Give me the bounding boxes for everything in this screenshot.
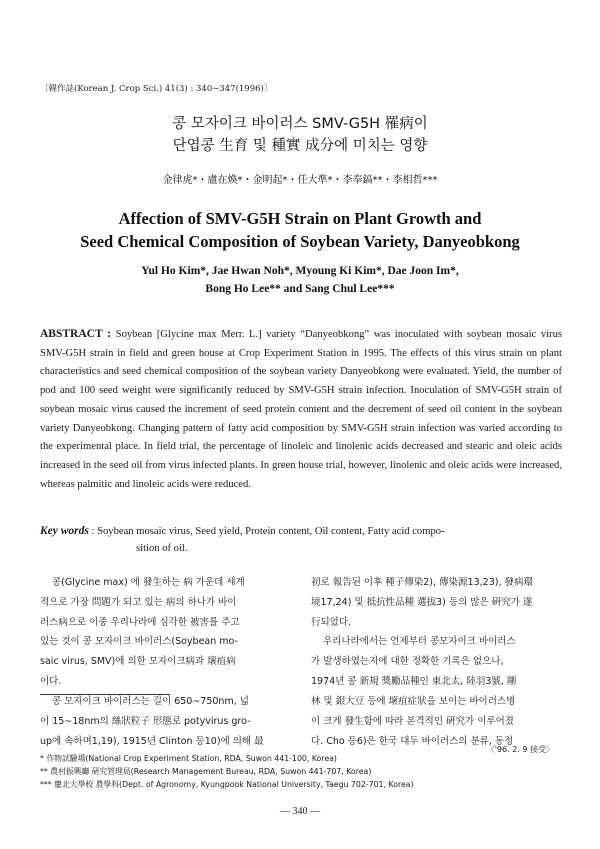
body-line: 行되었다. bbox=[311, 616, 352, 628]
footnotes bbox=[40, 752, 570, 792]
footnote-2: ** 農村振興廳 硏究管理局(Research Management Bureau, RDA, Suwon 441-707, Korea) bbox=[40, 767, 372, 777]
footnote-1: * 作物試驗場(National Crop Experiment Station, RDA, Suwon 441-100, Korea) bbox=[40, 754, 337, 763]
english-authors bbox=[0, 262, 600, 298]
body-line: 1974년 콩 新規 獎勵品種인 東北太, 陸羽3號, 剛 bbox=[311, 675, 517, 687]
korean-authors: 金律虎*・盧在煥*・金明起*・任大準*・李奉鎬**・李相哲*** bbox=[162, 175, 438, 186]
english-title-line-1: Affection of SMV-G5H Strain on Plant Growth and bbox=[118, 209, 482, 228]
korean-title-line-1: 콩 모자이크 바이러스 SMV-G5H 罹病이 bbox=[172, 116, 428, 132]
keywords-line-1: : Soybean mosaic virus, Seed yield, Protein content, Oil content, Fatty acid compo- bbox=[91, 526, 445, 537]
body-line: 우리나라에서는 언제부터 콩모자이크 바이러스 bbox=[323, 636, 516, 648]
body-line: 적으로 가장 問題가 되고 있는 病의 하나가 바이 bbox=[40, 596, 237, 608]
keywords-line-2: sition of oil. bbox=[136, 543, 188, 554]
body-line: 콩(Glycine max) 에 發生하는 病 가운데 세계 bbox=[52, 577, 245, 588]
body-line: 이 15∼18nm의 絲狀粒子 形態로 potyvirus gro- bbox=[40, 716, 251, 727]
body-left-column bbox=[40, 573, 278, 712]
page-number: ― 340 ― bbox=[280, 806, 320, 817]
english-authors-line-1: Yul Ho Kim*, Jae Hwan Noh*, Myoung Ki Kim*, Dae Joon Im*, bbox=[141, 265, 459, 277]
journal-reference: 〔韓作誌(Korean J. Crop Sci.) 41(3) : 340∼347(1996)〕 bbox=[40, 84, 273, 94]
body-line: 이다. bbox=[40, 675, 62, 687]
body-line: up에 속하며1,19), 1915년 Clinton 등10)에 의해 最 bbox=[40, 735, 264, 747]
english-authors-line-2: Bong Ho Lee** and Sang Chul Lee*** bbox=[205, 283, 395, 295]
korean-title bbox=[0, 113, 600, 157]
english-title-line-2: Seed Chemical Composition of Soybean Variety, Danyeobkong bbox=[80, 232, 520, 251]
body-line: saic virus, SMV)에 의한 모자이크病과 壞疽病 bbox=[40, 656, 236, 668]
body-line: 林 및 銀大豆 등에 壞疽症狀을 보이는 바이러스병 bbox=[311, 696, 516, 707]
body-line: 初로 報告된 이후 種子傳染2), 傳染源13,23), 發病環 bbox=[311, 577, 534, 588]
korean-title-line-2: 단엽콩 生育 및 種實 成分에 미치는 영향 bbox=[172, 138, 428, 154]
keywords-label: Key words bbox=[40, 525, 89, 537]
body-line: 이 크게 發生함에 따라 본격적인 硏究가 이루어졌 bbox=[311, 715, 514, 727]
body-line: 境17,24) 및 抵抗性品種 選拔3) 등의 많은 硏究가 遂 bbox=[311, 596, 533, 608]
english-title bbox=[0, 207, 600, 253]
abstract-text: Soybean [Glycine max Merr. L.] variety “Danyeobkong” was inoculated with soybean mosaic virus SMV-G5H strain in field and green house at Crop Experiment Station in 1995. The effects of this virus strain on plant characteristics and seed chemical composition of the soybean variety Danyeobkong were evaluated. Yield, the number of pod and 100 seed weight were significantly reduced by SMV-G5H strain infection. Inoculation of SMV-G5H strain of soybean mosaic virus caused the increment of seed protein content and the decrement of seed oil content in the soybean variety Danyeobkong. Changing pattern of fatty acid composition by SMV-G5H strain infection was varied according to the experimental place. In field trial, the percentage of linoleic and linolenic acids decreased and stearic and oleic acids increased in the seed oil from virus infected plants. In green house trial, however, linolenic and oleic acids were increased, whereas palmitic and linoleic acids were reduced. bbox=[40, 329, 563, 490]
body-line: 콩 모자이크 바이러스는 길이 650∼750nm, 넓 bbox=[52, 695, 249, 707]
body-line: 가 발생하였는지에 대한 정확한 기록은 없으나, bbox=[311, 656, 504, 668]
keywords bbox=[40, 523, 562, 557]
body-line: 다. Cho 등6)은 한국 대두 바이러스의 분류, 동정 bbox=[311, 735, 514, 747]
body-line: 있는 것이 콩 모자이크 바이러스(Soybean mo- bbox=[40, 636, 238, 648]
body-line: 러스病으로 이중 우리나라에 심각한 被害를 주고 bbox=[40, 616, 240, 628]
footnote-3: *** 慶北大學校 農學科(Dept. of Agronomy, Kyungpook National University, Taegu 702-701, Korea) bbox=[40, 780, 414, 790]
abstract-label: ABSTRACT : bbox=[40, 328, 112, 340]
body-left-continued bbox=[40, 712, 278, 752]
body-right-continued bbox=[311, 692, 563, 751]
footnote-rule bbox=[40, 694, 170, 695]
body-right-column bbox=[311, 573, 563, 692]
received-date: 〈'96. 2. 9 接受〉 bbox=[486, 745, 554, 754]
abstract bbox=[40, 325, 562, 494]
